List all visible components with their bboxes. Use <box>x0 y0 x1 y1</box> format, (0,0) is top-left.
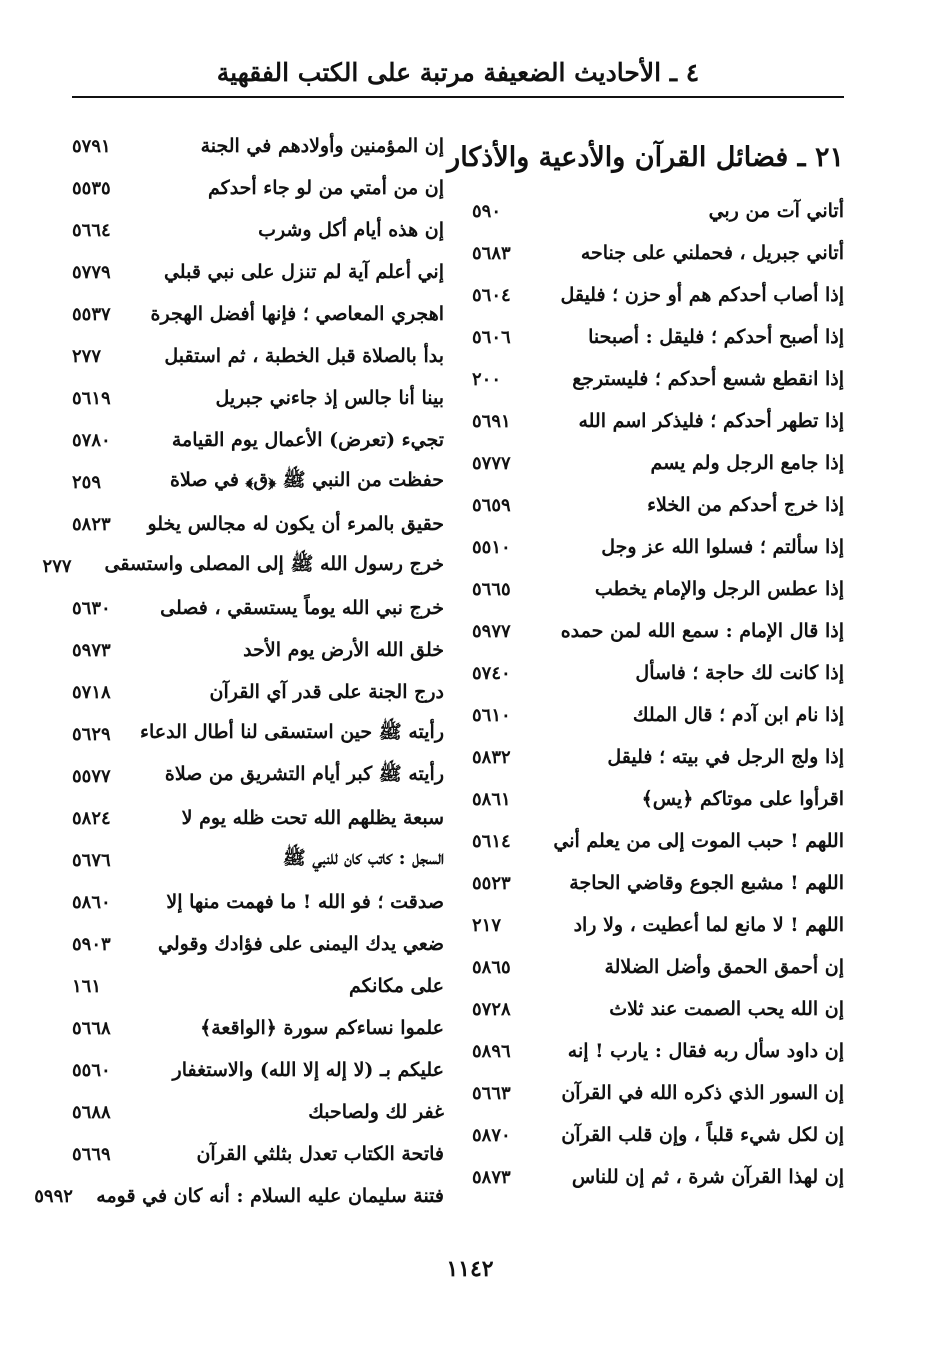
page-number: ١١٤٢ <box>446 1256 494 1282</box>
index-entry <box>472 526 844 568</box>
index-entry <box>472 694 844 736</box>
index-entry <box>34 1175 444 1217</box>
index-entry <box>72 587 444 629</box>
entry-hadith-number: ٥٦٦٩ <box>72 1143 111 1165</box>
index-entry <box>472 1030 844 1072</box>
index-entry <box>472 1072 844 1114</box>
entry-text: درج الجنة على قدر آي القرآن <box>209 681 444 703</box>
entry-text: حقيق بالمرء أن يكون له مجالس يخلو <box>147 513 444 535</box>
entry-hadith-number: ٥٦٦٨ <box>72 1017 111 1039</box>
index-entry <box>72 125 444 167</box>
index-entry <box>472 946 844 988</box>
entry-hadith-number: ٥٥٦٠ <box>72 1059 111 1081</box>
entry-text: السجل : كاتب كان للنبي ﷺ <box>282 847 444 869</box>
entry-hadith-number: ٥٦١٩ <box>72 387 111 409</box>
entry-text: رأيته ﷺ حين استسقى لنا أطال الدعاء <box>140 721 444 743</box>
entry-text: إذا أصبح أحدكم ؛ فليقل : أصبحنا <box>588 326 844 348</box>
index-entry <box>472 568 844 610</box>
entry-hadith-number: ٥٧٨٠ <box>72 429 111 451</box>
entry-hadith-number: ٢٠٠ <box>472 368 502 390</box>
index-entry <box>72 335 444 377</box>
index-entry <box>72 461 444 503</box>
entry-hadith-number: ٥٨٦١ <box>472 788 511 810</box>
entry-hadith-number: ٥٨٢٤ <box>72 807 111 829</box>
entry-hadith-number: ٥٩٠٣ <box>72 933 111 955</box>
entry-hadith-number: ٥٥٣٧ <box>72 303 111 325</box>
entry-text: إذا تطهر أحدكم ؛ فليذكر اسم الله <box>578 410 844 432</box>
entry-text: خلق الله الأرض يوم الأحد <box>243 639 444 661</box>
index-entry <box>72 209 444 251</box>
entry-hadith-number: ٥٦٥٩ <box>472 494 511 516</box>
entry-hadith-number: ٥٦٢٩ <box>72 723 111 745</box>
entry-text: إن من أمتي من لو جاء أحدكم <box>208 177 444 199</box>
entry-text: رأيته ﷺ كبر أيام التشريق من صلاة <box>164 763 444 785</box>
index-entry <box>472 316 844 358</box>
entry-text: إذا ولج الرجل في بيته ؛ فليقل <box>607 746 844 768</box>
index-entry <box>72 881 444 923</box>
running-header <box>72 50 844 98</box>
entry-text: إن المؤمنين وأولادهم في الجنة <box>200 135 444 157</box>
entry-text: إن داود سأل ربه فقال : يارب ! إنه <box>567 1040 844 1062</box>
entry-text: إن لكل شيء قلباً ، وإن قلب القرآن <box>561 1124 844 1146</box>
entry-text: اللهم ! لا مانع لما أعطيت ، ولا راد <box>573 914 844 936</box>
entry-text: إن السور الذي ذكره الله في القرآن <box>561 1082 844 1104</box>
entry-text: اقرأوا على موتاكم ﴿يس﴾ <box>641 788 844 810</box>
index-entry <box>472 1156 844 1198</box>
entry-hadith-number: ٥٩٧٣ <box>72 639 111 661</box>
entry-text: فاتحة الكتاب تعدل بثلثي القرآن <box>196 1143 444 1165</box>
entry-hadith-number: ٢٥٩ <box>72 471 102 493</box>
entry-text: بينا أنا جالس إذ جاءني جبريل <box>215 387 444 409</box>
entry-hadith-number: ٥٦٨٨ <box>72 1101 111 1123</box>
index-columns <box>34 120 844 1220</box>
entry-hadith-number: ٥٨٣٢ <box>472 746 511 768</box>
entry-text: غفر لك ولصاحبك <box>308 1101 444 1123</box>
index-entry <box>72 251 444 293</box>
entry-text: اهجري المعاصي ؛ فإنها أفضل الهجرة <box>150 303 444 325</box>
entry-text: إن هذه أيام أكل وشرب <box>258 219 444 241</box>
entry-hadith-number: ٥٨٢٣ <box>72 513 111 535</box>
entry-text: عليكم بـ (لا إله إلا الله) والاستغفار <box>172 1059 444 1081</box>
entry-text: إذا كانت لك حاجة ؛ فاسأل <box>635 662 844 684</box>
index-entry <box>472 190 844 232</box>
index-entry <box>472 442 844 484</box>
entry-text: علموا نساءكم سورة ﴿الواقعة﴾ <box>200 1017 444 1039</box>
index-entry <box>72 797 444 839</box>
index-entry <box>472 862 844 904</box>
entry-text: إذا عطس الرجل والإمام يخطب <box>594 578 844 600</box>
entry-hadith-number: ٥٩٧٧ <box>472 620 511 642</box>
index-entry <box>472 988 844 1030</box>
entry-text: إذا سألتم ؛ فسلوا الله عز وجل <box>601 536 844 558</box>
entry-text: إذا انقطع شسع أحدكم ؛ فليسترجع <box>572 368 844 390</box>
index-entry <box>472 232 844 274</box>
index-entry <box>72 755 444 797</box>
entry-text: أتاني جبريل ، فحملني على جناحه <box>580 242 844 264</box>
index-entry <box>72 377 444 419</box>
index-entry <box>472 652 844 694</box>
entry-hadith-number: ١٦١ <box>72 975 102 997</box>
index-entry <box>72 671 444 713</box>
entry-hadith-number: ٥٥٧٧ <box>72 765 111 787</box>
right-column <box>447 120 844 1198</box>
entry-hadith-number: ٥٦٧٦ <box>72 849 111 871</box>
entry-hadith-number: ٥٩٠ <box>472 200 502 222</box>
index-entry <box>72 419 444 461</box>
entry-hadith-number: ٥٨٦٥ <box>472 956 511 978</box>
entry-text: خرج رسول الله ﷺ إلى المصلى واستسقى <box>104 553 444 575</box>
entry-hadith-number: ٥٦٣٠ <box>72 597 111 619</box>
entry-hadith-number: ٢١٧ <box>472 914 502 936</box>
index-entry <box>472 610 844 652</box>
entry-hadith-number: ٥٧١٨ <box>72 681 111 703</box>
entry-hadith-number: ٢٧٧ <box>72 345 102 367</box>
entry-hadith-number: ٥٩٩٢ <box>34 1185 73 1207</box>
entry-text: أتاني آت من ربي <box>708 200 844 222</box>
entry-text: إذا جامع الرجل ولم يسم <box>650 452 844 474</box>
left-column <box>34 120 444 1217</box>
index-entry <box>472 904 844 946</box>
index-entry <box>72 1133 444 1175</box>
index-entry <box>72 1091 444 1133</box>
index-entry <box>72 293 444 335</box>
entry-text: فتنة سليمان عليه السلام : أنه كان في قومه <box>96 1185 444 1207</box>
entry-hadith-number: ٥٦٠٦ <box>472 326 511 348</box>
entry-text: إني أعلم آية لم تنزل على نبي قبلي <box>163 261 444 283</box>
index-entry <box>472 484 844 526</box>
entry-hadith-number: ٥٦٨٣ <box>472 242 511 264</box>
entry-text: صدقت ؛ فو الله ! ما فهمت منها إلا <box>166 891 444 913</box>
section-title: ٢١ ـ فضائل القرآن والأدعية والأذكار <box>447 142 844 173</box>
index-entry <box>72 1007 444 1049</box>
entry-hadith-number: ٥٦٩١ <box>472 410 511 432</box>
index-entry <box>42 545 444 587</box>
entry-hadith-number: ٥٧٧٩ <box>72 261 111 283</box>
entry-text: إذا قال الإمام : سمع الله لمن حمده <box>560 620 844 642</box>
entry-hadith-number: ٥٧٢٨ <box>472 998 511 1020</box>
entry-text: إذا خرج أحدكم من الخلاء <box>647 494 844 516</box>
entry-hadith-number: ٥٦١٤ <box>472 830 511 852</box>
entry-text: إن أحمق الحمق وأضل الضلالة <box>604 956 844 978</box>
entry-hadith-number: ٥٦٦٤ <box>72 219 111 241</box>
index-entry <box>72 839 444 881</box>
index-entry <box>72 923 444 965</box>
entry-hadith-number: ٥٥٢٣ <box>472 872 511 894</box>
index-entry <box>72 713 444 755</box>
entry-text: خرج نبي الله يوماً يستسقي ، فصلى <box>160 597 444 619</box>
entry-hadith-number: ٥٨٧٠ <box>472 1124 511 1146</box>
entry-text: إن الله يحب الصمت عند ثلاث <box>609 998 844 1020</box>
index-entry <box>72 503 444 545</box>
entry-hadith-number: ٥٦١٠ <box>472 704 511 726</box>
entry-text: إذا نام ابن آدم ؛ قال الملك <box>632 704 844 726</box>
entry-text: ضعي يدك اليمنى على فؤادك وقولي <box>158 933 444 955</box>
entry-hadith-number: ٢٧٧ <box>42 555 72 577</box>
index-entry <box>472 778 844 820</box>
index-entry <box>472 820 844 862</box>
entry-hadith-number: ٥٦٦٣ <box>472 1082 511 1104</box>
entry-text: اللهم ! مشبع الجوع وقاضي الحاجة <box>569 872 844 894</box>
entry-hadith-number: ٥٧٩١ <box>72 135 111 157</box>
entry-text: حفظت من النبي ﷺ ﴿ق﴾ في صلاة <box>170 469 444 491</box>
entry-hadith-number: ٥٨٩٦ <box>472 1040 511 1062</box>
entry-text: اللهم ! حبب الموت إلى من يعلم أني <box>553 830 844 852</box>
index-entry <box>472 400 844 442</box>
entry-text: سبعة يظلهم الله تحت ظله يوم لا <box>181 807 444 829</box>
entry-hadith-number: ٥٧٤٠ <box>472 662 511 684</box>
entry-hadith-number: ٥٥١٠ <box>472 536 511 558</box>
entry-hadith-number: ٥٨٦٠ <box>72 891 111 913</box>
running-header-title: ٤ ـ الأحاديث الضعيفة مرتبة على الكتب الفقهية <box>216 58 700 87</box>
entry-hadith-number: ٥٧٧٧ <box>472 452 511 474</box>
entry-text: بدأ بالصلاة قبل الخطبة ، ثم استقبل <box>164 345 444 367</box>
index-entry <box>72 965 444 1007</box>
index-entry <box>472 358 844 400</box>
index-entry <box>72 167 444 209</box>
index-entry <box>72 629 444 671</box>
entry-hadith-number: ٥٨٧٣ <box>472 1166 511 1188</box>
index-entry <box>72 1049 444 1091</box>
index-entry <box>472 274 844 316</box>
entry-text: على مكانكم <box>349 975 444 997</box>
index-entry <box>472 736 844 778</box>
entry-text: تجيء (تعرض) الأعمال يوم القيامة <box>171 429 444 451</box>
entry-text: إن لهذا القرآن شرة ، ثم إن للناس <box>571 1166 844 1188</box>
entry-hadith-number: ٥٥٣٥ <box>72 177 111 199</box>
entry-text: إذا أصاب أحدكم هم أو حزن ؛ فليقل <box>560 284 844 306</box>
index-entry <box>472 1114 844 1156</box>
entry-hadith-number: ٥٦٠٤ <box>472 284 511 306</box>
entry-hadith-number: ٥٦٦٥ <box>472 578 511 600</box>
